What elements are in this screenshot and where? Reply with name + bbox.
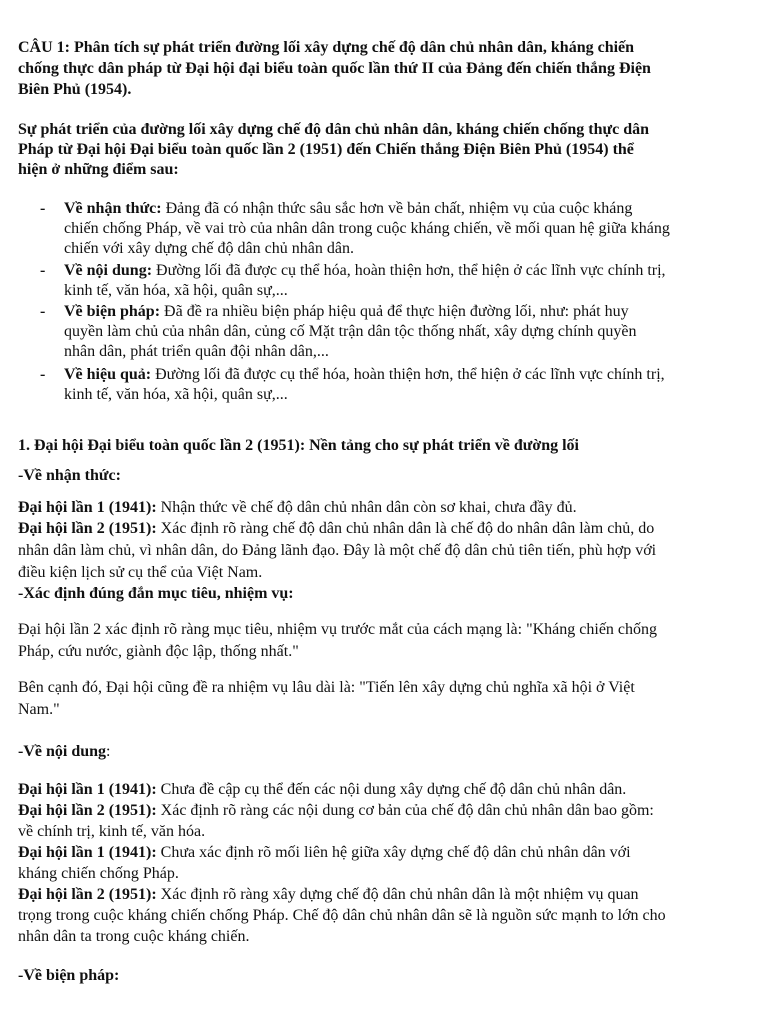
question-line-1: CÂU 1: Phân tích sự phát triển đường lối xây dựng chế độ dân chủ nhân dân, kháng chiến xyxy=(18,39,635,56)
bullet-item-hieu-qua xyxy=(64,365,665,385)
paragraph-label: Đại hội lần 2 (1951): xyxy=(18,886,157,903)
bullet-text: Đảng đã có nhận thức sâu sắc hơn về bản chất, nhiệm vụ của cuộc kháng xyxy=(161,200,633,217)
paragraph-muc-tieu: Đại hội lần 2 xác định rõ ràng mục tiêu, nhiệm vụ trước mắt của cách mạng là: "Kháng chiến chống xyxy=(18,621,658,638)
paragraph-label: Đại hội lần 2 (1951): xyxy=(18,520,157,537)
bullet-text-continuation: nhân dân, phát triển quân đội nhân dân,... xyxy=(64,343,329,360)
section-heading: 1. Đại hội Đại biểu toàn quốc lần 2 (1951): Nền tảng cho sự phát triển về đường lối xyxy=(18,437,579,454)
bullet-text-continuation: kinh tế, văn hóa, xã hội, quân sự,... xyxy=(64,386,288,403)
bullet-text: Đường lối đã được cụ thể hóa, hoàn thiện hơn, thể hiện ở các lĩnh vực chính trị, xyxy=(152,262,666,279)
paragraph-continuation: nhân dân làm chủ, vì nhân dân, do Đảng lãnh đạo. Đây là một chế độ dân chủ tiên tiến, phù hợp với xyxy=(18,542,657,559)
question-line-2: chống thực dân pháp từ Đại hội đại biểu toàn quốc lần thứ II của Đảng đến chiến thắng Điện xyxy=(18,60,651,77)
subheading-colon: : xyxy=(106,743,111,760)
bullet-marker: - xyxy=(40,366,46,383)
paragraph-noi-dung-3 xyxy=(18,843,631,863)
paragraph-continuation: Pháp, cứu nước, giành độc lập, thống nhất." xyxy=(18,643,299,660)
question-line-3: Biên Phủ (1954). xyxy=(18,81,132,98)
paragraph-text: Xác định rõ ràng chế độ dân chủ nhân dân là chế độ do nhân dân làm chủ, do xyxy=(156,520,655,537)
paragraph-text: Nhận thức về chế độ dân chủ nhân dân còn sơ khai, chưa đầy đủ. xyxy=(156,499,577,516)
paragraph-continuation: trọng trong cuộc kháng chiến chống Pháp. Chế độ dân chủ nhân dân sẽ là nguồn sức mạnh to lớn cho xyxy=(18,907,666,924)
bullet-item-bien-phap xyxy=(64,302,629,322)
paragraph-label: Đại hội lần 1 (1941): xyxy=(18,499,157,516)
bullet-text-continuation: quyền làm chủ của nhân dân, củng cố Mặt trận dân tộc thống nhất, xây dựng chính quyền xyxy=(64,323,637,340)
paragraph-text: Xác định rõ ràng xây dựng chế độ dân chủ nhân dân là một nhiệm vụ quan xyxy=(156,886,639,903)
paragraph-continuation: Nam." xyxy=(18,701,60,718)
bullet-text-continuation: chiến với xây dựng chế độ dân chủ nhân dân. xyxy=(64,240,354,257)
subheading-label: -Về nội dung xyxy=(18,743,107,760)
paragraph-label: Đại hội lần 1 (1941): xyxy=(18,781,157,798)
intro-line-2: Pháp từ Đại hội Đại biểu toàn quốc lần 2 (1951) đến Chiến thắng Điện Biên Phủ (1954) thể xyxy=(18,141,634,158)
bullet-label: Về nhận thức: xyxy=(64,200,162,217)
bullet-text-continuation: chiến chống Pháp, về vai trò của nhân dân trong cuộc kháng chiến, về mối quan hệ giữa kháng xyxy=(64,220,670,237)
paragraph-noi-dung-1 xyxy=(18,780,626,800)
paragraph-continuation: điều kiện lịch sử cụ thể của Việt Nam. xyxy=(18,564,263,581)
paragraph-continuation: nhân dân ta trong cuộc kháng chiến. xyxy=(18,928,250,945)
intro-line-3: hiện ở những điểm sau: xyxy=(18,161,179,178)
paragraph-continuation: kháng chiến chống Pháp. xyxy=(18,865,179,882)
subheading-noi-dung xyxy=(18,742,110,762)
paragraph-dai-hoi-2 xyxy=(18,519,654,539)
bullet-label: Về biện pháp: xyxy=(64,303,161,320)
paragraph-label: Đại hội lần 1 (1941): xyxy=(18,844,157,861)
bullet-marker: - xyxy=(40,200,46,217)
intro-line-1: Sự phát triển của đường lối xây dựng chế độ dân chủ nhân dân, kháng chiến chống thực dân xyxy=(18,121,649,138)
paragraph-label: Đại hội lần 2 (1951): xyxy=(18,802,157,819)
bullet-marker: - xyxy=(40,303,46,320)
bullet-label: Về hiệu quả: xyxy=(64,366,152,383)
bullet-text-continuation: kinh tế, văn hóa, xã hội, quân sự,... xyxy=(64,282,288,299)
bullet-item-nhan-thuc xyxy=(64,199,632,219)
bullet-marker: - xyxy=(40,262,46,279)
subheading-muc-tieu: -Xác định đúng đắn mục tiêu, nhiệm vụ: xyxy=(18,585,294,602)
paragraph-continuation: về chính trị, kinh tế, văn hóa. xyxy=(18,823,206,840)
paragraph-lau-dai: Bên cạnh đó, Đại hội cũng đề ra nhiệm vụ lâu dài là: "Tiến lên xây dựng chủ nghĩa xã hội ở Việt xyxy=(18,679,635,696)
bullet-label: Về nội dung: xyxy=(64,262,153,279)
bullet-item-noi-dung xyxy=(64,261,666,281)
paragraph-dai-hoi-1 xyxy=(18,498,577,518)
paragraph-noi-dung-2 xyxy=(18,801,654,821)
paragraph-noi-dung-4 xyxy=(18,885,639,905)
subheading-bien-phap: -Về biện pháp: xyxy=(18,967,120,984)
paragraph-text: Xác định rõ ràng các nội dung cơ bản của chế độ dân chủ nhân dân bao gồm: xyxy=(156,802,654,819)
bullet-text: Đã đề ra nhiều biện pháp hiệu quả để thực hiện đường lối, như: phát huy xyxy=(160,303,629,320)
paragraph-text: Chưa đề cập cụ thể đến các nội dung xây dựng chế độ dân chủ nhân dân. xyxy=(156,781,627,798)
paragraph-text: Chưa xác định rõ mối liên hệ giữa xây dựng chế độ dân chủ nhân dân với xyxy=(156,844,631,861)
bullet-text: Đường lối đã được cụ thể hóa, hoàn thiện hơn, thể hiện ở các lĩnh vực chính trị, xyxy=(151,366,665,383)
subheading-nhan-thuc: -Về nhận thức: xyxy=(18,467,121,484)
